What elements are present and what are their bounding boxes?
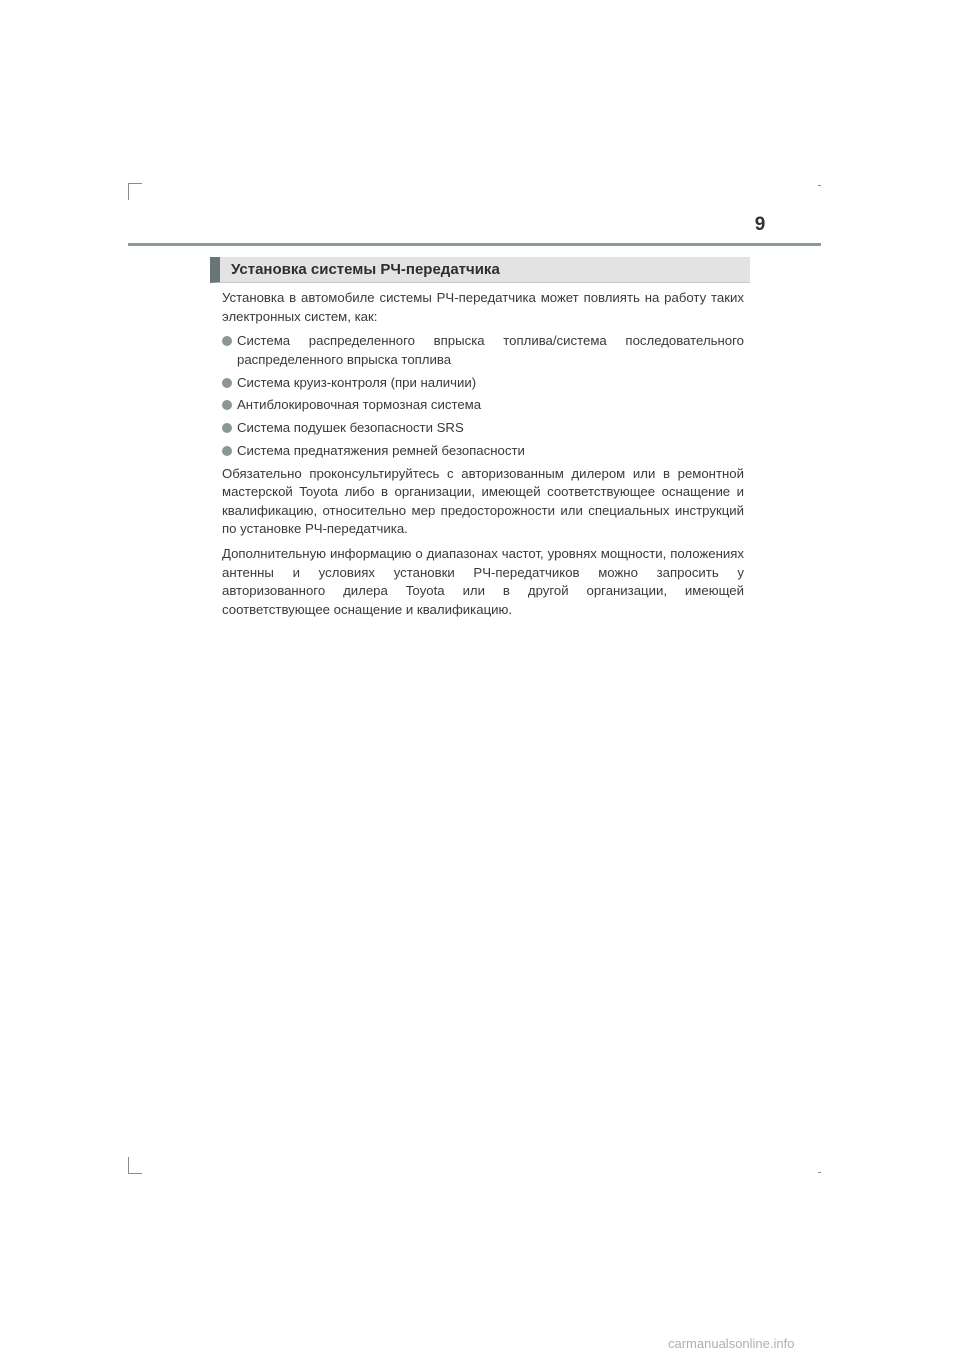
list-item: [222, 396, 744, 415]
section-heading-text: Установка системы РЧ-передатчика: [231, 261, 500, 278]
list-item-text: Система подушек безопасности SRS: [237, 420, 464, 436]
additional-info-paragraph: Дополнительную информацию о диапазонах частот, уровнях мощности, положениях антенны и условиях установки РЧ-передатчиков можно запросить у авторизованного дилера Toyota или в другой организации, имеющей соответствующее оснащение и квалификацию.: [222, 546, 744, 617]
header-rule: [128, 243, 821, 246]
crop-mark-top-left-h: [128, 183, 142, 184]
list-item: [222, 419, 744, 438]
bullet-dot-icon: [222, 400, 232, 410]
consultation-paragraph: Обязательно проконсультируйтесь с авторизованным дилером или в ремонтной мастерской Toyota либо в организации, имеющей соответствующее оснащение и квалификацию, относительно мер предосторожности или специальных инструкций по установке РЧ-передатчика.: [222, 465, 744, 537]
list-item: [222, 374, 744, 393]
crop-mark-top-left-v: [128, 183, 129, 200]
section-body: [222, 289, 744, 625]
affected-systems-list: [222, 332, 744, 460]
list-item-text: Система круиз-контроля (при наличии): [237, 374, 477, 390]
list-item: [222, 442, 744, 461]
crop-mark-bottom-right: [818, 1172, 821, 1173]
list-item: [222, 332, 744, 369]
crop-mark-bottom-left-h: [128, 1173, 142, 1174]
watermark: carmanualsonline.info: [668, 1336, 795, 1351]
crop-mark-bottom-left-v: [128, 1157, 129, 1174]
bullet-dot-icon: [222, 336, 232, 346]
crop-mark-top-right: [818, 185, 821, 186]
page-number: 9: [754, 214, 766, 235]
bullet-dot-icon: [222, 423, 232, 433]
list-item-text: Система распределенного впрыска топлива/система последовательного распределенного впрыска топлива: [237, 333, 744, 367]
section-heading: [210, 257, 750, 283]
list-item-text: Система преднатяжения ремней безопасности: [237, 442, 525, 458]
bullet-dot-icon: [222, 446, 232, 456]
intro-paragraph: Установка в автомобиле системы РЧ-передатчика может повлиять на работу таких электронных систем, как:: [222, 290, 744, 324]
bullet-dot-icon: [222, 378, 232, 388]
list-item-text: Антиблокировочная тормозная система: [237, 397, 482, 413]
